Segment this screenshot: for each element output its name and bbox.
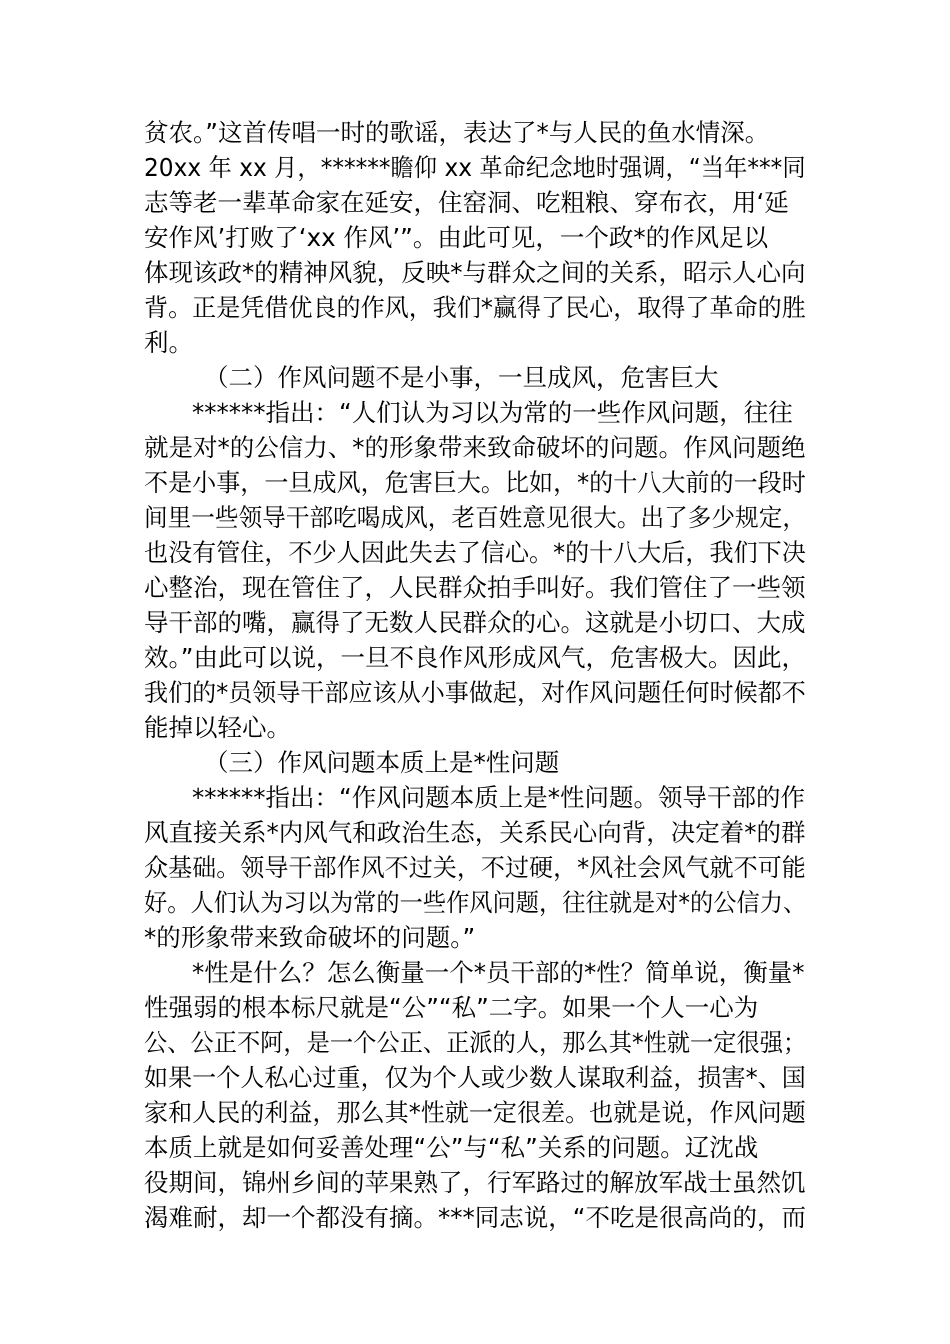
section-heading-2: （二）作风问题不是小事，一旦成风，危害巨大: [204, 363, 719, 392]
text-line: 间里一些领导干部吃喝成风，老百姓意见很大。出了多少规定，: [144, 503, 806, 532]
text-line: 体现该政*的精神风貌，反映*与群众之间的关系，昭示人心向: [144, 258, 806, 287]
text-line: 不是小事，一旦成风，危害巨大。比如，*的十八大前的一段时: [144, 468, 806, 497]
text-line: 役期间，锦州乡间的苹果熟了，行军路过的解放军战士虽然饥: [144, 1168, 806, 1197]
text-line: 如果一个人私心过重，仅为个人或少数人谋取利益，损害*、国: [144, 1063, 806, 1092]
text-line: 心整治，现在管住了，人民群众拍手叫好。我们管住了一些领: [144, 573, 806, 602]
text-line: 安作风’打败了‘xx 作风’”。由此可见，一个政*的作风足以: [144, 223, 769, 252]
text-line: 效。”由此可以说，一旦不良作风形成风气，危害极大。因此，: [144, 643, 806, 672]
text-line: 我们的*员领导干部应该从小事做起，对作风问题任何时候都不: [144, 678, 806, 707]
text-line: ******指出：“人们认为习以为常的一些作风问题，往往: [192, 398, 793, 427]
text-line: *的形象带来致命破坏的问题。”: [144, 923, 476, 952]
section-heading-3: （三）作风问题本质上是*性问题: [204, 748, 560, 777]
text-line: 风直接关系*内风气和政治生态，关系民心向背，决定着*的群: [144, 818, 806, 847]
text-line: 好。人们认为习以为常的一些作风问题，往往就是对*的公信力、: [144, 888, 807, 917]
text-line: 导干部的嘴，赢得了无数人民群众的心。这就是小切口、大成: [144, 608, 806, 637]
text-line: 志等老一辈革命家在延安，住窑洞、吃粗粮、穿布衣，用‘延: [144, 188, 789, 217]
text-line: 性强弱的根本标尺就是“公”“私”二字。如果一个人一心为: [144, 993, 759, 1022]
text-line: 能掉以轻心。: [144, 713, 291, 742]
text-line: 公、公正不阿，是一个公正、正派的人，那么其*性就一定很强；: [144, 1028, 807, 1057]
text-line: 背。正是凭借优良的作风，我们*赢得了民心，取得了革命的胜: [144, 293, 806, 322]
text-line: 渴难耐，却一个都没有摘。***同志说，“不吃是很高尚的，而: [144, 1203, 806, 1232]
text-line: 利。: [144, 328, 193, 357]
text-line: 众基础。领导干部作风不过关，不过硬，*风社会风气就不可能: [144, 853, 806, 882]
text-line: 20xx 年 xx 月，******瞻仰 xx 革命纪念地时强调，“当年***同: [144, 153, 806, 182]
text-line: 家和人民的利益，那么其*性就一定很差。也就是说，作风问题: [144, 1098, 806, 1127]
text-line: 贫农。”这首传唱一时的歌谣，表达了*与人民的鱼水情深。: [144, 118, 770, 147]
text-line: ******指出：“作风问题本质上是*性问题。领导干部的作: [192, 783, 805, 812]
text-line: 本质上就是如何妥善处理“公”与“私”关系的问题。辽沈战: [144, 1133, 759, 1162]
text-line: 也没有管住，不少人因此失去了信心。*的十八大后，我们下决: [144, 538, 806, 567]
text-line: *性是什么？怎么衡量一个*员干部的*性？简单说，衡量*: [192, 958, 805, 987]
text-line: 就是对*的公信力、*的形象带来致命破坏的问题。作风问题绝: [144, 433, 806, 462]
